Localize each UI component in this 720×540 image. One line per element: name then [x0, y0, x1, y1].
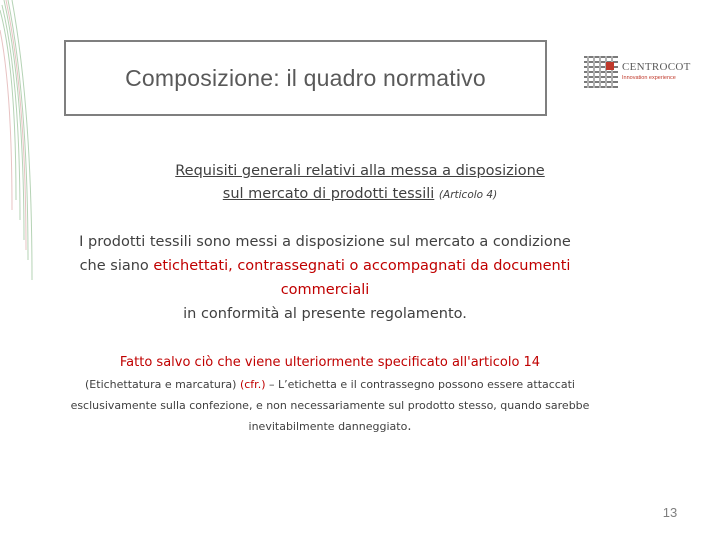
requirements-line-2: sul mercato di prodotti tessili [222, 186, 435, 202]
requirements-heading [60, 160, 660, 207]
title-box [64, 40, 547, 116]
article-reference: (Articolo 4) [438, 189, 498, 201]
decorative-corner-lines [0, 0, 40, 540]
logo-mark-icon [584, 56, 618, 88]
note-block [60, 352, 600, 437]
note-body [60, 374, 600, 437]
main-text-highlight: etichettati, contrassegnati o accompagnati da documenti commerciali [153, 258, 571, 298]
main-text-part-2: in conformità al presente regolamento. [183, 306, 467, 322]
note-heading: Fatto salvo ciò che viene ulteriormente specificato all'articolo 14 [119, 355, 541, 370]
note-text: – L’etichetta e il contrassegno possono essere attaccati esclusivamente sulla confezione, e non necessariamente sul prodotto stesso, quando sarebbe inevitabilmente danneggiato [70, 378, 590, 433]
requirements-line-1: Requisiti generali relativi alla messa a disposizione [175, 163, 545, 179]
logo-name: CENTROCOT [622, 61, 691, 73]
logo-tagline: Innovation experience [622, 75, 676, 81]
centrocot-logo [584, 52, 694, 92]
note-end: . [407, 419, 412, 434]
note-reference: (Etichettatura e marcatura) [85, 378, 237, 391]
slide-title: Composizione: il quadro normativo [125, 64, 486, 91]
main-text-part-1: I prodotti tessili sono messi a disposizione sul mercato a condizione che siano [79, 234, 571, 274]
note-cfr: (cfr.) [239, 378, 266, 391]
main-paragraph [70, 230, 580, 326]
page-number: 13 [662, 505, 678, 520]
